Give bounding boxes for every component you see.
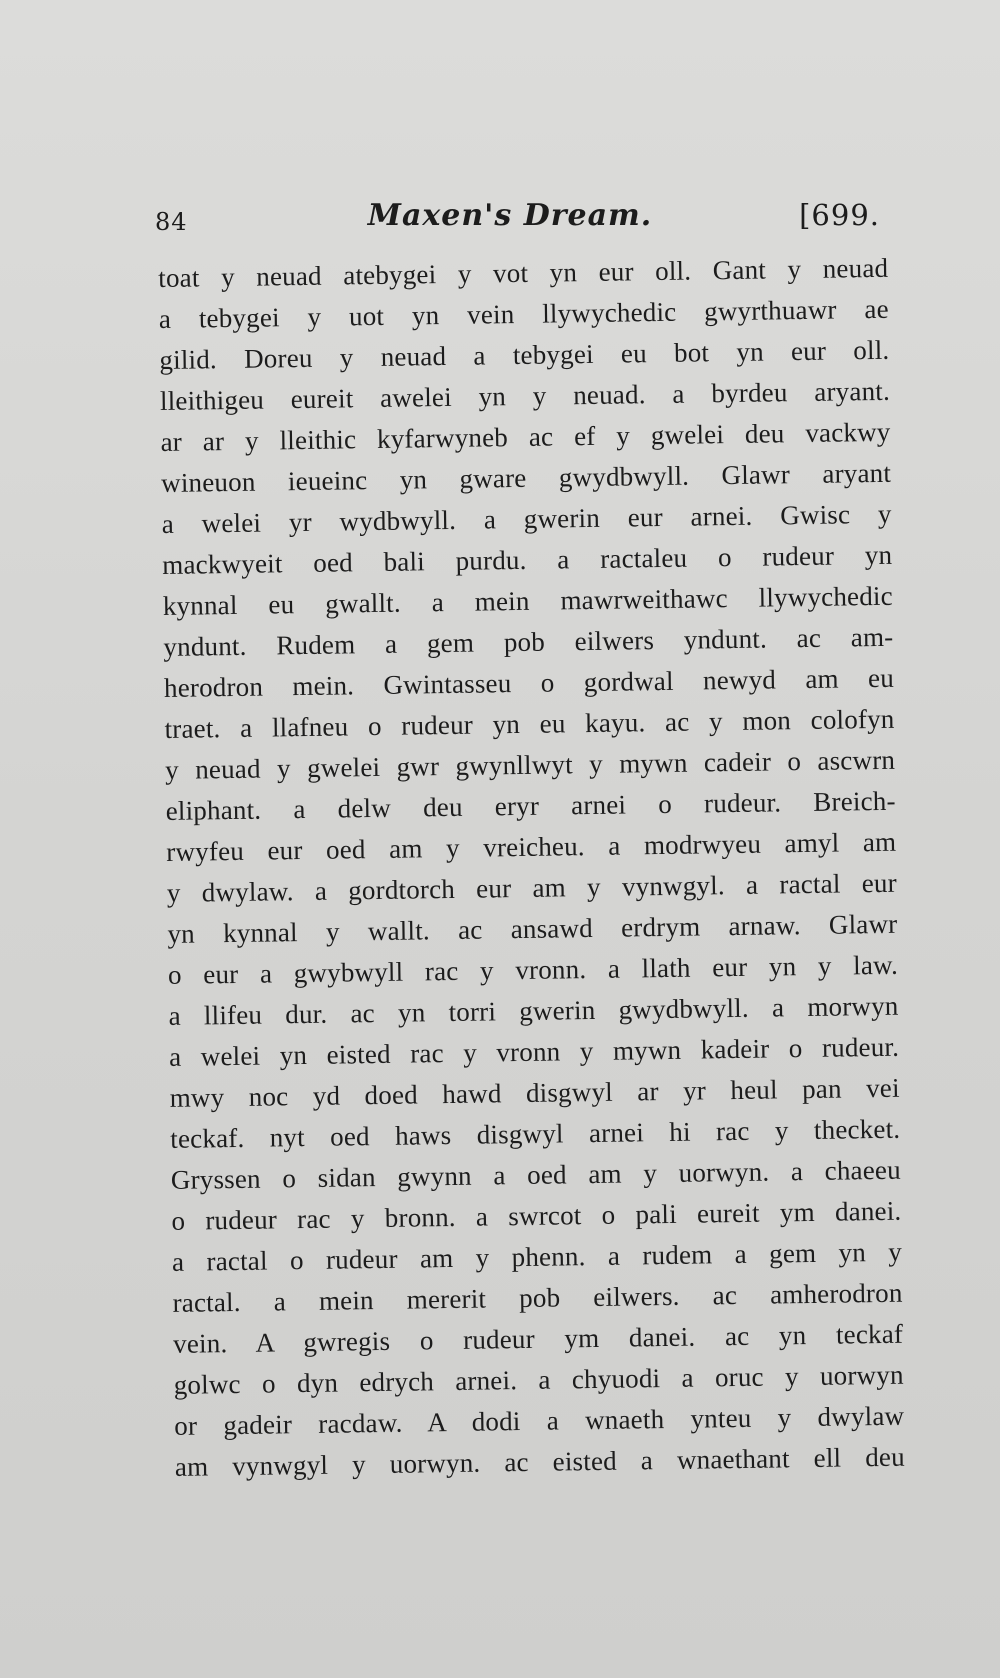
text-line: yndunt. Rudem a gem pob eilwers yndunt. ac am- — [163, 621, 894, 662]
text-line: y neuad y gwelei gwr gwynllwyt y mywn cadeir o ascwrn — [164, 744, 896, 785]
text-line: kynnal eu gwallt. a mein mawrweithawc llywychedic — [162, 580, 893, 621]
page-header — [150, 198, 880, 238]
text-line: a llifeu dur. ac yn torri gwerin gwydbwyll. a morwyn — [168, 990, 899, 1031]
text-line: mwy noc yd doed hawd disgwyl ar yr heul pan vei — [169, 1072, 900, 1113]
text-line: ractal. a mein mererit pob eilwers. ac amherodron — [172, 1277, 903, 1318]
text-line: wineuon ieueinc yn gware gwydbwyll. Glawr aryant — [160, 457, 892, 498]
text-line: a welei yn eisted rac y vronn y mywn kadeir o rudeur. — [168, 1031, 900, 1072]
running-title: Maxen's Dream. — [367, 198, 653, 233]
text-line: herodron mein. Gwintasseu o gordwal newyd am eu — [163, 662, 895, 703]
text-line: yn kynnal y wallt. ac ansawd erdrym arnaw. Glawr — [167, 908, 898, 949]
text-line: vein. A gwregis o rudeur ym danei. ac yn teckaf — [172, 1318, 904, 1359]
text-line: y dwylaw. a gordtorch eur am y vynwgyl. a ractal eur — [166, 867, 898, 908]
folio-number: [699. — [799, 198, 880, 232]
text-line: gilid. Doreu y neuad a tebygei eu bot yn eur oll. — [159, 334, 890, 375]
body-text — [158, 248, 905, 1488]
text-line: or gadeir racdaw. A dodi a wnaeth ynteu y dwylaw — [174, 1400, 905, 1441]
text-line: toat y neuad atebygei y vot yn eur oll. Gant y neuad — [158, 252, 889, 293]
text-line: eliphant. a delw deu eryr arnei o rudeur. Breich- — [165, 785, 896, 826]
text-line: ar ar y lleithic kyfarwyneb ac ef y gwelei deu vackwy — [160, 416, 891, 457]
text-line: a welei yr wydbwyll. a gwerin eur arnei. Gwisc y — [161, 498, 892, 539]
text-line: a tebygei y uot yn vein llywychedic gwyrthuawr ae — [158, 293, 889, 334]
text-line: o eur a gwybwyll rac y vronn. a llath eur yn y law. — [167, 949, 899, 990]
text-line: mackwyeit oed bali purdu. a ractaleu o rudeur yn — [162, 539, 893, 580]
text-line: traet. a llafneu o rudeur yn eu kayu. ac y mon colofyn — [164, 703, 895, 744]
text-line: a ractal o rudeur am y phenn. a rudem a gem yn y — [171, 1236, 903, 1277]
page-number: 84 — [155, 208, 188, 236]
text-line: o rudeur rac y bronn. a swrcot o pali eureit ym danei. — [171, 1195, 902, 1236]
text-line: Gryssen o sidan gwynn a oed am y uorwyn. a chaeeu — [170, 1154, 902, 1195]
text-line: golwc o dyn edrych arnei. a chyuodi a oruc y uorwyn — [173, 1359, 904, 1400]
text-line: am vynwgyl y uorwyn. ac eisted a wnaethant ell deu — [174, 1441, 906, 1482]
text-line: teckaf. nyt oed haws disgwyl arnei hi rac y thecket. — [170, 1113, 901, 1154]
text-line: rwyfeu eur oed am y vreicheu. a modrwyeu amyl am — [166, 826, 897, 867]
text-line: lleithigeu eureit awelei yn y neuad. a byrdeu aryant. — [159, 375, 891, 416]
